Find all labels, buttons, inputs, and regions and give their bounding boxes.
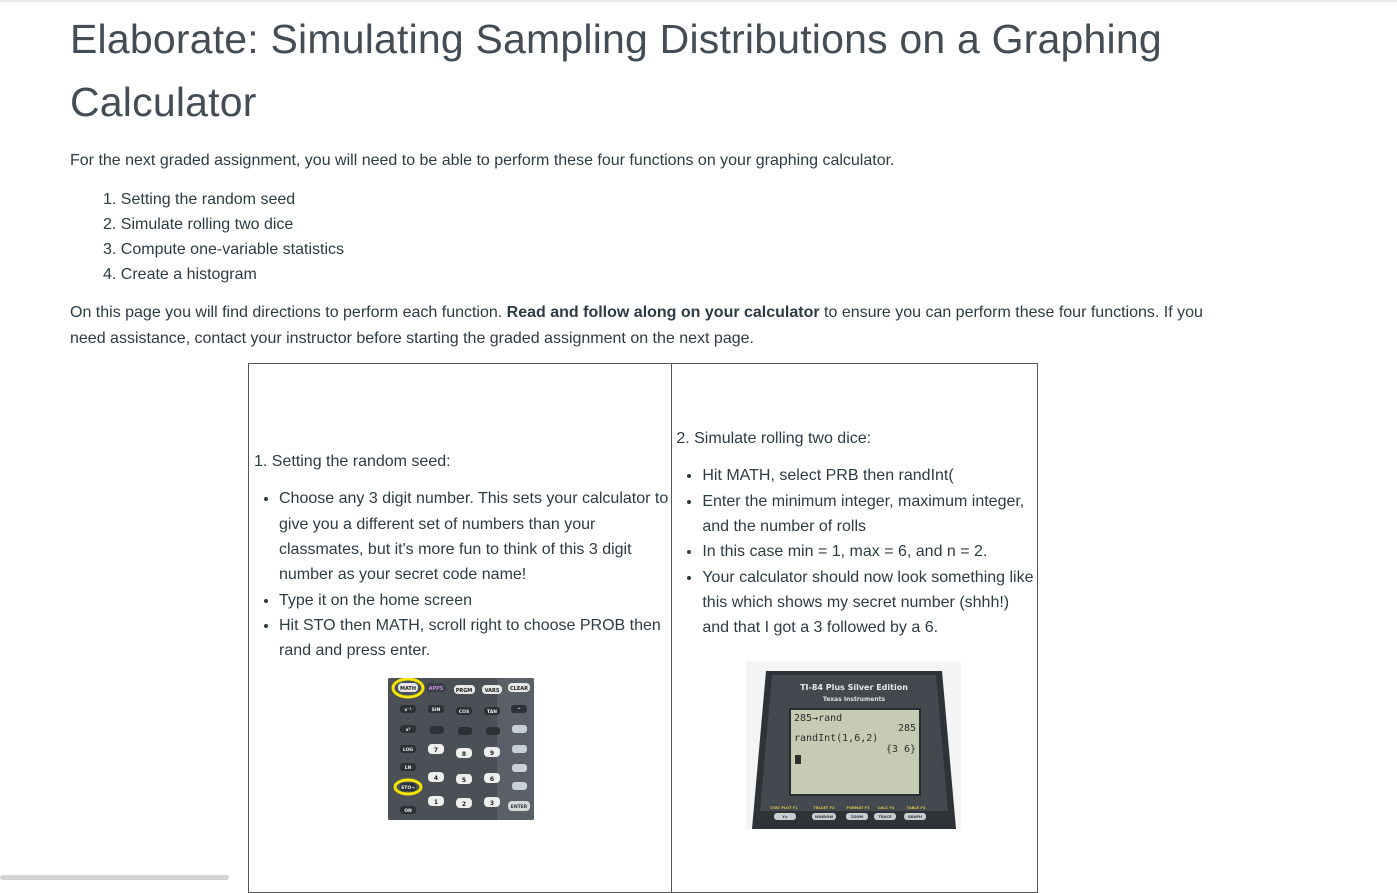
svg-text:7: 7 [433, 746, 439, 754]
instructions-table [248, 363, 1038, 893]
svg-text:5: 5 [461, 776, 467, 784]
calculator-keypad-image [388, 678, 534, 820]
svg-text:Y=: Y= [782, 814, 789, 819]
svg-text:FORMAT F3: FORMAT F3 [846, 805, 870, 810]
key-label: PRGM [455, 687, 473, 694]
svg-text:x⁻¹: x⁻¹ [404, 707, 412, 713]
directions-paragraph: On this page you will find directions to perform each function. Read and follow along on your calculator to ensure you can perform these four functions. If you need assistance, contact your instructor before starting the graded assignment on the next page. [70, 304, 1203, 347]
section-rolling-dice [672, 364, 1038, 893]
svg-text:LOG: LOG [402, 747, 414, 753]
svg-text:TBLSET F2: TBLSET F2 [813, 805, 835, 810]
svg-text:TAN: TAN [487, 709, 497, 715]
page-title: Elaborate: Simulating Sampling Distributions on a Graphing Calculator [70, 16, 1162, 125]
svg-text:STAT PLOT F1: STAT PLOT F1 [770, 805, 799, 810]
step-item: 4. Create a histogram [103, 266, 257, 283]
step-item: 1. Setting the random seed [103, 191, 296, 208]
section-bullets [672, 463, 1037, 640]
svg-text:3: 3 [489, 799, 495, 807]
svg-text:GRAPH: GRAPH [908, 814, 923, 819]
bullet-item: • Hit MATH, select PRB then randInt( [702, 463, 1037, 488]
svg-text:4: 4 [433, 774, 439, 782]
svg-text:ON: ON [404, 808, 412, 814]
emphasis-text: Read and follow along on your calculator [506, 304, 820, 321]
step-item: 3. Compute one-variable statistics [103, 241, 345, 258]
svg-text:COS: COS [458, 709, 470, 715]
svg-text:CALC F4: CALC F4 [878, 805, 895, 810]
svg-text:6: 6 [489, 775, 495, 783]
svg-text:1: 1 [433, 798, 439, 806]
key-label: CLEAR [510, 685, 528, 692]
lcd-line: 285→rand [794, 712, 843, 724]
bullet-item: • Choose any 3 digit number. This sets your calculator to give you a different set of numbers than your classmates, but it's more fun to think of this 3 digit number as your secret code name! [279, 486, 671, 587]
lcd-result: 285 [898, 722, 917, 734]
key-label: VARS [484, 687, 500, 694]
svg-text:TRACE: TRACE [878, 814, 892, 819]
svg-text:SIN: SIN [431, 707, 441, 713]
svg-text:8: 8 [461, 750, 467, 758]
svg-text:STO→: STO→ [401, 785, 415, 791]
svg-text:ZOOM: ZOOM [851, 814, 864, 819]
svg-text:^: ^ [517, 707, 521, 713]
bullet-item: • Your calculator should now look something like this which shows my secret number (shhh!) and that I got a 3 followed by a 6. [702, 565, 1037, 641]
step-item: 2. Simulate rolling two dice [103, 216, 294, 233]
svg-text:ENTER: ENTER [510, 804, 528, 810]
lcd-line: randInt(1,6,2) [794, 732, 879, 744]
bullet-item: • Hit STO then MATH, scroll right to choose PROB then rand and press enter. [279, 613, 671, 664]
section-heading: 2. Simulate rolling two dice: [676, 430, 872, 448]
lcd-result: {3 6} [886, 743, 917, 755]
svg-text:2: 2 [461, 800, 467, 808]
key-label: MATH [399, 685, 417, 692]
svg-text:x²: x² [405, 727, 411, 733]
section-random-seed [249, 364, 672, 893]
calculator-screen-image [746, 661, 961, 829]
key-label: APPS [428, 685, 444, 692]
section-bullets [249, 486, 671, 663]
calculator-model-label: TI-84 Plus Silver Edition [800, 682, 909, 692]
svg-text:WINDOW: WINDOW [815, 814, 834, 819]
intro-text: For the next graded assignment, you will need to be able to perform these four functions on your graphing calculator. [70, 152, 895, 169]
steps-list [103, 187, 344, 287]
top-divider [0, 0, 1397, 2]
horizontal-scrollbar[interactable] [0, 875, 229, 880]
calculator-brand-label: Texas Instruments [823, 695, 886, 703]
lcd-cursor [795, 755, 801, 764]
svg-text:LN: LN [404, 765, 412, 771]
svg-text:9: 9 [489, 749, 495, 757]
bullet-item: • Type it on the home screen [279, 588, 671, 613]
bullet-item: • Enter the minimum integer, maximum integer, and the number of rolls [702, 489, 1037, 540]
section-heading: 1. Setting the random seed: [254, 453, 451, 471]
svg-text:TABLE F5: TABLE F5 [907, 805, 926, 810]
bullet-item: • In this case min = 1, max = 6, and n = 2. [702, 539, 1037, 564]
